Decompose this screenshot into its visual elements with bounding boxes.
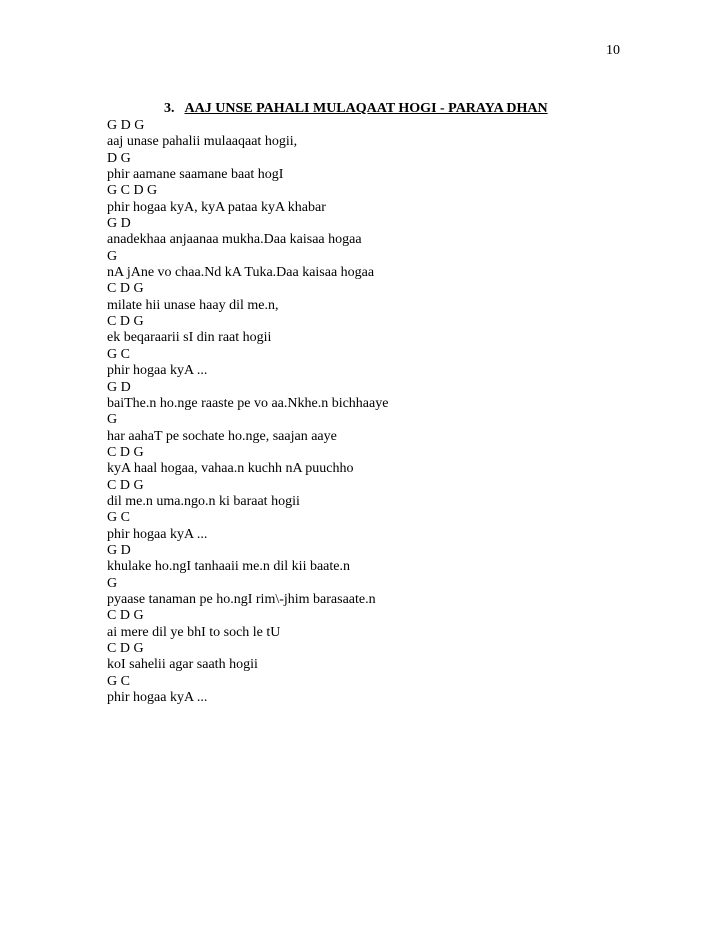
song-line: G C xyxy=(107,673,130,689)
song-number: 3. xyxy=(164,101,175,116)
song-line: baiThe.n ho.nge raaste pe vo aa.Nkhe.n bichhaaye xyxy=(107,395,389,411)
song-line: G D G xyxy=(107,118,145,133)
song-line: phir hogaa kyA ... xyxy=(107,363,208,379)
song-line: phir hogaa kyA, kyA pataa kyA khabar xyxy=(107,199,326,215)
song-line: G D xyxy=(107,379,131,395)
song-line: ai mere dil ye bhI to soch le tU xyxy=(107,624,281,640)
song-line: koI sahelii agar saath hogii xyxy=(107,657,258,673)
song-line: nA jAne vo chaa.Nd kA Tuka.Daa kaisaa hogaa xyxy=(107,265,375,281)
song-title xyxy=(164,101,548,117)
song-line: G C D G xyxy=(107,183,158,199)
song-line: G D xyxy=(107,542,131,558)
song-lines xyxy=(107,118,388,706)
song-line: aaj unase pahalii mulaaqaat hogii, xyxy=(107,134,298,150)
song-line: G xyxy=(107,248,118,264)
song-line: C D G xyxy=(107,608,144,624)
song-line: C D G xyxy=(107,444,144,460)
song-line: G xyxy=(107,575,118,591)
song-line: dil me.n uma.ngo.n ki baraat hogii xyxy=(107,493,300,509)
song-line: anadekhaa anjaanaa mukha.Daa kaisaa hogaa xyxy=(107,232,362,248)
song-line: C D G xyxy=(107,281,144,297)
song-line: G C xyxy=(107,510,130,526)
song-line: pyaase tanaman pe ho.ngI rim\-jhim barasaate.n xyxy=(107,591,376,607)
song-line: milate hii unase haay dil me.n, xyxy=(107,297,279,313)
song-line: phir hogaa kyA ... xyxy=(107,690,208,706)
page-number: 10 xyxy=(606,43,620,58)
song-line: G D xyxy=(107,216,131,232)
song-line: ek beqaraarii sI din raat hogii xyxy=(107,330,272,346)
song-line: C D G xyxy=(107,314,144,330)
song-line: phir hogaa kyA ... xyxy=(107,526,208,542)
song-line: C D G xyxy=(107,477,144,493)
song-line: G C xyxy=(107,346,130,362)
song-line: C D G xyxy=(107,641,144,656)
song-line: D G xyxy=(107,150,131,166)
song-line: G xyxy=(107,412,118,428)
song-line: kyA haal hogaa, vahaa.n kuchh nA puuchho xyxy=(107,461,354,477)
song-line: khulake ho.ngI tanhaaii me.n dil kii baate.n xyxy=(107,559,350,575)
song-line: phir aamane saamane baat hogI xyxy=(107,167,284,183)
song-title-text: AAJ UNSE PAHALI MULAQAAT HOGI - PARAYA DHAN xyxy=(184,101,548,116)
song-line: har aahaT pe sochate ho.nge, saajan aaye xyxy=(107,428,337,444)
